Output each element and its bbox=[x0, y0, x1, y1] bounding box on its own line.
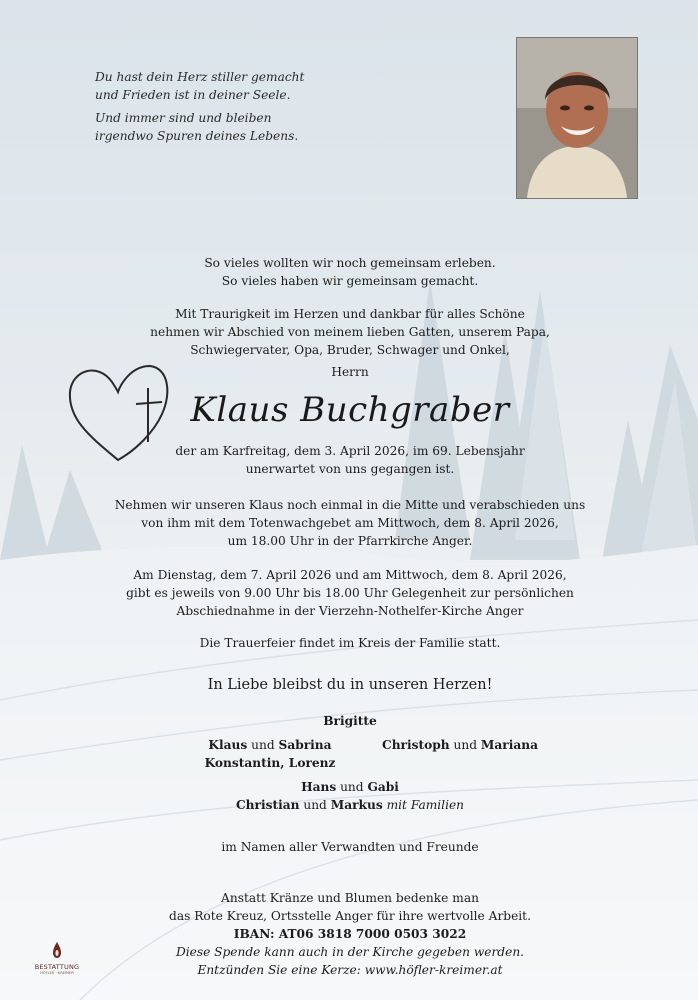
family-member: Klaus bbox=[208, 738, 248, 752]
death-notice bbox=[100, 442, 600, 478]
family-conjunction: und bbox=[251, 738, 275, 752]
death-line: der am Karfreitag, dem 3. April 2026, im 69. Lebensjahr bbox=[175, 444, 525, 458]
wake-line: um 18.00 Uhr in der Pfarrkirche Anger. bbox=[227, 534, 473, 548]
wake-line: von ihm mit dem Totenwachgebet am Mittwoch, dem 8. April 2026, bbox=[141, 516, 559, 530]
donation-info bbox=[100, 889, 600, 979]
family-group-left bbox=[190, 736, 350, 772]
wake-line: Nehmen wir unseren Klaus noch einmal in die Mitte und verabschieden uns bbox=[114, 498, 586, 512]
donation-iban: IBAN: AT06 3818 7000 0503 3022 bbox=[233, 927, 467, 941]
announcement-line: nehmen wir Abschied von meinem lieben Gatten, unserem Papa, bbox=[150, 325, 550, 339]
family-group-siblings bbox=[200, 778, 500, 814]
farewell-info bbox=[80, 566, 620, 620]
family-suffix: mit Familien bbox=[386, 798, 465, 812]
death-line: unerwartet von uns gegangen ist. bbox=[245, 462, 455, 476]
candle-website-line: Entzünden Sie eine Kerze: www.höfler-kreimer.at bbox=[197, 963, 503, 977]
family-member: Sabrina bbox=[278, 738, 332, 752]
intro-line: So vieles haben wir gemeinsam gemacht. bbox=[221, 274, 479, 288]
announcement-text bbox=[100, 305, 600, 381]
family-grandchildren: Konstantin, Lorenz bbox=[204, 756, 336, 770]
intro-line: So vieles wollten wir noch gemeinsam erleben. bbox=[204, 256, 496, 270]
family-conjunction: und bbox=[303, 798, 327, 812]
family-member: Christoph bbox=[382, 738, 450, 752]
family-conjunction: und bbox=[340, 780, 364, 794]
logo-subtitle: HÖFLER · KREIMER bbox=[40, 971, 74, 975]
announcement-line: Schwiegervater, Opa, Bruder, Schwager und Onkel, bbox=[190, 343, 510, 357]
family-wife: Brigitte bbox=[323, 714, 377, 728]
quote-line: und Frieden ist in deiner Seele. bbox=[95, 88, 291, 102]
wake-info bbox=[80, 496, 620, 550]
logo-name: BESTATTUNG bbox=[34, 963, 80, 971]
quote-line: irgendwo Spuren deines Lebens. bbox=[95, 129, 299, 143]
family-group-right bbox=[370, 736, 550, 754]
family-member: Gabi bbox=[367, 780, 399, 794]
farewell-line: gibt es jeweils von 9.00 Uhr bis 18.00 Uhr Gelegenheit zur persönlichen bbox=[126, 586, 574, 600]
quote-line: Du hast dein Herz stiller gemacht bbox=[95, 70, 305, 84]
family-conjunction: und bbox=[453, 738, 478, 752]
ceremony-info: Die Trauerfeier findet im Kreis der Familie statt. bbox=[199, 636, 501, 650]
farewell-line: Abschiednahme in der Vierzehn-Nothelfer-Kirche Anger bbox=[176, 604, 524, 618]
funeral-home-logo bbox=[28, 941, 86, 981]
relatives-line: im Namen aller Verwandten und Freunde bbox=[221, 840, 479, 854]
deceased-portrait bbox=[516, 37, 638, 199]
portrait-image bbox=[517, 38, 637, 198]
deceased-name: Klaus Buchgraber bbox=[190, 390, 510, 430]
quote-line: Und immer sind und bleiben bbox=[95, 111, 272, 125]
farewell-line: Am Dienstag, dem 7. April 2026 und am Mittwoch, dem 8. April 2026, bbox=[133, 568, 567, 582]
donation-line: Anstatt Kränze und Blumen bedenke man bbox=[221, 891, 479, 905]
family-member: Hans bbox=[301, 780, 337, 794]
memorial-motto: In Liebe bleibst du in unseren Herzen! bbox=[207, 677, 493, 693]
donation-line: Diese Spende kann auch in der Kirche gegeben werden. bbox=[175, 945, 525, 959]
memorial-quote bbox=[95, 68, 425, 150]
announcement-line: Herrn bbox=[331, 365, 369, 379]
candle-flame-icon bbox=[47, 941, 67, 959]
family-member: Mariana bbox=[480, 738, 538, 752]
announcement-line: Mit Traurigkeit im Herzen und dankbar für alles Schöne bbox=[175, 307, 525, 321]
donation-line: das Rote Kreuz, Ortsstelle Anger für ihre wertvolle Arbeit. bbox=[169, 909, 531, 923]
intro-text bbox=[100, 254, 600, 290]
family-member: Markus bbox=[330, 798, 383, 812]
family-member: Christian bbox=[235, 798, 300, 812]
